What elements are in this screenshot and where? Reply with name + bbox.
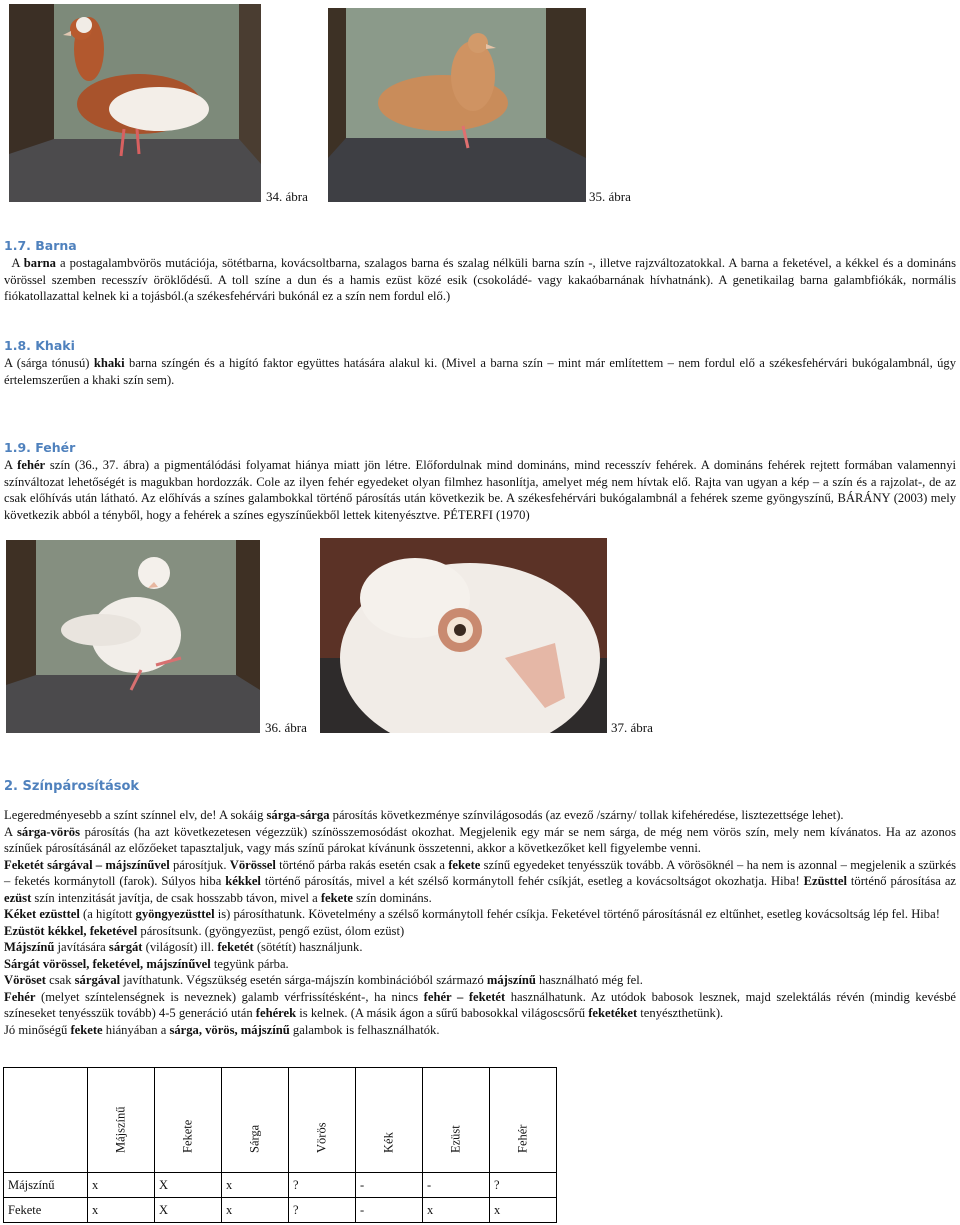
- table-cell: x: [423, 1198, 490, 1223]
- rule-line-5: Ezüstöt kékkel, feketével párosítsunk. (gyöngyezüst, pengő ezüst, ólom ezüst): [4, 923, 405, 938]
- section-1-8-text: A (sárga tónusú) khaki barna színgén és a higító faktor együttes hatására alakul ki. (Mivel a barna szín – mint már említettem – nem fordul elő a székesfehérvári bukógalambnál, úgy értelemszerűen a khaki szín sem).: [4, 356, 957, 387]
- table-cell: -: [356, 1198, 423, 1223]
- section-heading-2: 2. Színpárosítások: [4, 779, 140, 794]
- table-header-cell: Fehér: [490, 1068, 557, 1173]
- table-header-cell: [4, 1068, 88, 1173]
- rule-line-3: Feketét sárgával – májszínűvel párosítjuk. Vörössel történő párba rakás esetén csak a fekete színű egyedeket tenyésszük tovább. A vörösöknél – ha nem is azonnal – megjelenik a szürkés – feketés kormánytoll (farok). Súlyos hiba kékkel történő párosítás, mivel a két szélső kormánytoll fehér csíkját, esetleg a kovácsoltságot okozhatja. Hiba! Ezüsttel történő párosítása az ezüst szín intenzitását javítja, de csak hosszabb távon, mivel a fekete szín domináns.: [4, 857, 956, 905]
- rule-line-7: Sárgát vörössel, feketével, májszínűvel tegyünk párba.: [4, 956, 289, 971]
- table-header-cell: Vörös: [289, 1068, 356, 1173]
- table-header-cell: Májszínű: [88, 1068, 155, 1173]
- table-header-cell: Kék: [356, 1068, 423, 1173]
- figure-37-caption: 37. ábra: [611, 720, 653, 735]
- photo-white-pigeon: [6, 540, 260, 733]
- table-cell: x: [88, 1198, 155, 1223]
- rule-line-8: Vöröset csak sárgával javíthatunk. Végszükség esetén sárga-májszín kombinációból származó májszínű használható még fel.: [4, 973, 643, 987]
- section-heading-1-8: 1.8. Khaki: [4, 338, 75, 353]
- table-cell: X: [155, 1198, 222, 1223]
- section-1-9-text: A fehér szín (36., 37. ábra) a pigmentálódási folyamat hiánya miatt jön létre. Előfordulnak mind domináns, mind recesszív fehérek. A domináns fehérek rejtett formában valamennyi színváltozat lehetőségét is magukban hordozzák. Cole az ilyen fehér egyedeket olyan filmhez hasonlítja, amelyet még nem hívtak elő. Rajta van ugyan a kép – a szín és a rajzolat-, de az csak előhívás után látható. Az előhívás a színes galambokkal történő párosítás után következik be. A székesfehérvári bukógalambnál a fehérek szeme gyöngyszínű, BÁRÁNY (2003) mely következik abból a tényből, hogy a fehérek a színes egyszínűekből lettek kitenyésztve. PÉTERFI (1970): [4, 458, 956, 522]
- table-row: [4, 1198, 557, 1223]
- section-heading-1-9: 1.9. Fehér: [4, 440, 76, 455]
- photo-yellow-pigeon: [328, 8, 586, 202]
- table-header-row: [4, 1068, 557, 1173]
- table-header-cell: Ezüst: [423, 1068, 490, 1173]
- table-cell: X: [155, 1173, 222, 1198]
- table-cell: -: [356, 1173, 423, 1198]
- color-pairing-table: [3, 1067, 557, 1223]
- table-cell: -: [423, 1173, 490, 1198]
- section-heading-1-7: 1.7. Barna: [4, 238, 77, 253]
- rule-line-6: Májszínű javítására sárgát (világosít) ill. feketét (sötétít) használjunk.: [4, 940, 363, 954]
- table-cell: x: [88, 1173, 155, 1198]
- table-row: [4, 1173, 557, 1198]
- table-header-cell: Fekete: [155, 1068, 222, 1173]
- table-header-cell: Sárga: [222, 1068, 289, 1173]
- table-cell: x: [490, 1198, 557, 1223]
- rule-line-2: A sárga-vörös párosítás (ha azt következetesen végezzük) színösszemosódást okozhat. Megjelenik egy már se nem sárga, de még nem vörös szín, mely nem kívánatos. Ha az azonos színűek párosításánál az előzőeket tapasztaljuk, vagy más színű párokat kívánunk összetenni, akkor a következőket kell figyelembe venni.: [4, 824, 956, 855]
- figure-36-caption: 36. ábra: [265, 720, 307, 735]
- photo-red-pied-pigeon: [9, 4, 261, 202]
- section-1-7-text: A barna a postagalambvörös mutációja, sötétbarna, kovácsoltbarna, szalagos barna és szalag nélküli barna szín -, illetve rajzváltozatokkal. A barna a feketével, a kékkel és a domináns vörössel szemben recesszív öröklődésű. A toll színe a dun és a hamis ezüst közé esik (csokoládé- vagy kakaóbarnának hívhatnánk). A genetikailag barna galambfiókák, normális fiókatollazattal kelnek ki a tojásból.(a székesfehérvári bukónál ez a szín nem fordul elő.): [4, 256, 956, 303]
- rule-line-1: Legeredményesebb a színt színnel elv, de! A sokáig sárga-sárga párosítás következménye színvilágosodás (az evező /szárny/ tollak kifehéredése, lisztezettsége lehet).: [4, 808, 844, 822]
- section-2-text: [4, 807, 956, 1038]
- figure-35-caption: 35. ábra: [589, 189, 631, 204]
- table-cell: x: [222, 1173, 289, 1198]
- table-cell: ?: [490, 1173, 557, 1198]
- table-cell: ?: [289, 1173, 356, 1198]
- rule-line-10: Jó minőségű fekete hiányában a sárga, vörös, májszínű galambok is felhasználhatók.: [4, 1022, 440, 1037]
- table-cell: x: [222, 1198, 289, 1223]
- rule-line-9: Fehér (melyet színtelenségnek is neveznek) galamb vérfrissítésként-, ha nincs fehér – feketét használhatunk. Az utódok babosok lesznek, majd szelektálás révén (mindig kevésbé színeseket tenyésszük tovább) 4-5 generáció után fehérek is kelnek. (A másik ágon a sűrű babosokkal világoscsőrű feketéket tenyészthetünk).: [4, 989, 956, 1020]
- table-cell: Májszínű: [4, 1173, 88, 1198]
- figure-34-caption: 34. ábra: [266, 189, 308, 204]
- table-cell: Fekete: [4, 1198, 88, 1223]
- table-cell: ?: [289, 1198, 356, 1223]
- rule-line-4: Kéket ezüsttel (a higított gyöngyezüsttel is) párosíthatunk. Követelmény a szélső kormánytoll fehér csíkja. Feketével történő párosításnál ez eltűnhet, esetleg kovácsoltság lép fel. Hiba!: [4, 907, 940, 921]
- photo-white-pigeon-head: [320, 538, 607, 733]
